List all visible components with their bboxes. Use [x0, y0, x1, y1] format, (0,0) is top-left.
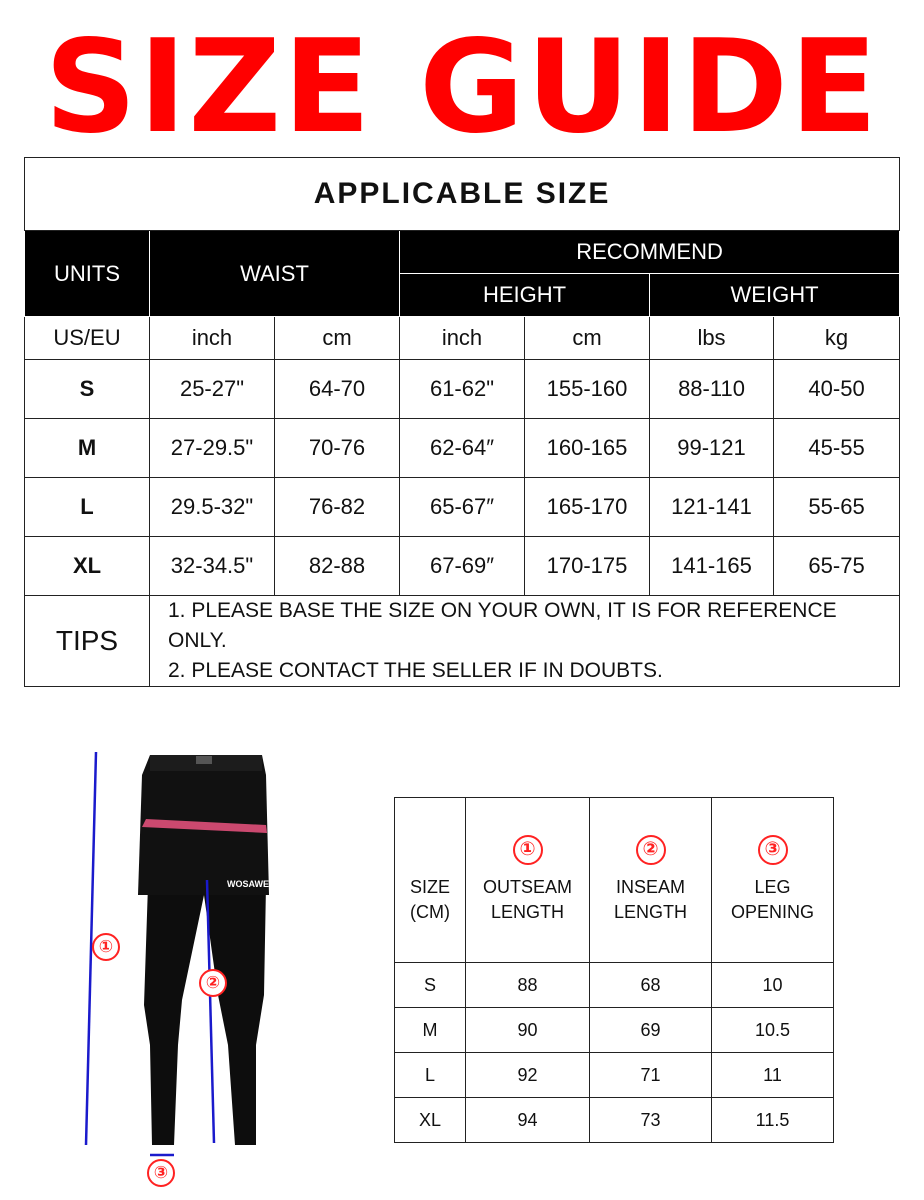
table-cell: 10 [712, 963, 834, 1008]
header-units: UNITS [25, 231, 150, 317]
table-cell: 92 [466, 1053, 590, 1098]
size-cell: S [25, 360, 150, 419]
page-title: SIZE GUIDE [44, 13, 880, 162]
table-row [25, 537, 900, 596]
table-cell: 88 [466, 963, 590, 1008]
leg-label-2: OPENING [730, 902, 814, 922]
leg-opening-number-icon: ③ [758, 835, 788, 865]
tip-line: 1. PLEASE BASE THE SIZE ON YOUR OWN, IT IS FOR REFERENCE ONLY. [168, 599, 837, 652]
subheader-cell: kg [774, 317, 900, 360]
tips-label: TIPS [25, 596, 150, 687]
table-caption: APPLICABLE SIZE [25, 158, 900, 231]
table-cell: 62-64″ [400, 419, 525, 478]
header-recommend: RECOMMEND [400, 231, 900, 274]
table-cell: 141-165 [650, 537, 774, 596]
table-cell: 25-27" [150, 360, 275, 419]
header-size: SIZE [409, 877, 450, 897]
inseam-label: INSEAM [615, 877, 685, 897]
tip-line: 2. PLEASE CONTACT THE SELLER IF IN DOUBTS. [168, 659, 663, 682]
subheader-cell: cm [525, 317, 650, 360]
outseam-number-icon: ① [513, 835, 543, 865]
header-waist: WAIST [150, 231, 400, 317]
header-weight: WEIGHT [650, 274, 900, 317]
table-cell: 27-29.5" [150, 419, 275, 478]
subheader-cell: cm [275, 317, 400, 360]
table-cell: 11 [712, 1053, 834, 1098]
subheader-cell: US/EU [25, 317, 150, 360]
table-cell: 40-50 [774, 360, 900, 419]
table-cell: 73 [590, 1098, 712, 1143]
table-cell: 170-175 [525, 537, 650, 596]
table-cell: 82-88 [275, 537, 400, 596]
size-cell: XL [25, 537, 150, 596]
table-cell: 32-34.5" [150, 537, 275, 596]
inseam-label-2: LENGTH [613, 902, 687, 922]
leg-label: LEG [754, 877, 791, 897]
size-cell: S [395, 963, 466, 1008]
table-cell: 61-62" [400, 360, 525, 419]
waist-tag [196, 756, 212, 764]
tips-text [150, 596, 900, 687]
table-cell: 10.5 [712, 1008, 834, 1053]
subheader-cell: inch [400, 317, 525, 360]
table-cell: 160-165 [525, 419, 650, 478]
table-cell: 99-121 [650, 419, 774, 478]
header-cm: (CM) [410, 902, 450, 922]
table-row [395, 1008, 834, 1053]
table-cell: 94 [466, 1098, 590, 1143]
header-size-cm [395, 798, 466, 963]
size-cell: M [395, 1008, 466, 1053]
table-cell: 65-75 [774, 537, 900, 596]
table-cell: 67-69″ [400, 537, 525, 596]
table-row [25, 419, 900, 478]
size-cell: L [25, 478, 150, 537]
table-cell: 88-110 [650, 360, 774, 419]
brand-label: WOSAWE [227, 879, 269, 889]
header-outseam [466, 798, 590, 963]
header-leg-opening [712, 798, 834, 963]
table-cell: 90 [466, 1008, 590, 1053]
outseam-label-2: LENGTH [490, 902, 564, 922]
table-cell: 64-70 [275, 360, 400, 419]
size-cell: XL [395, 1098, 466, 1143]
table-cell: 76-82 [275, 478, 400, 537]
size-cell: M [25, 419, 150, 478]
measurement-table [394, 797, 834, 1143]
table-row [395, 963, 834, 1008]
table-cell: 70-76 [275, 419, 400, 478]
table-cell: 71 [590, 1053, 712, 1098]
subheader-cell: inch [150, 317, 275, 360]
product-figure [70, 745, 270, 1200]
table-cell: 11.5 [712, 1098, 834, 1143]
header-height: HEIGHT [400, 274, 650, 317]
leg-opening-marker: ③ [147, 1159, 175, 1187]
table-cell: 68 [590, 963, 712, 1008]
table-cell: 29.5-32" [150, 478, 275, 537]
inseam-number-icon: ② [636, 835, 666, 865]
table-row [25, 360, 900, 419]
table-row [395, 1053, 834, 1098]
outseam-label: OUTSEAM [482, 877, 572, 897]
table-cell: 165-170 [525, 478, 650, 537]
table-row [395, 1098, 834, 1143]
outseam-marker: ① [92, 933, 120, 961]
subheader-cell: lbs [650, 317, 774, 360]
table-cell: 155-160 [525, 360, 650, 419]
table-cell: 45-55 [774, 419, 900, 478]
table-cell: 69 [590, 1008, 712, 1053]
header-inseam [590, 798, 712, 963]
applicable-size-table [24, 157, 900, 687]
left-leg [144, 885, 204, 1145]
size-cell: L [395, 1053, 466, 1098]
table-row [25, 478, 900, 537]
table-cell: 121-141 [650, 478, 774, 537]
table-cell: 55-65 [774, 478, 900, 537]
table-cell: 65-67″ [400, 478, 525, 537]
inseam-marker: ② [199, 969, 227, 997]
leggings-skirt-illustration [70, 745, 270, 1200]
